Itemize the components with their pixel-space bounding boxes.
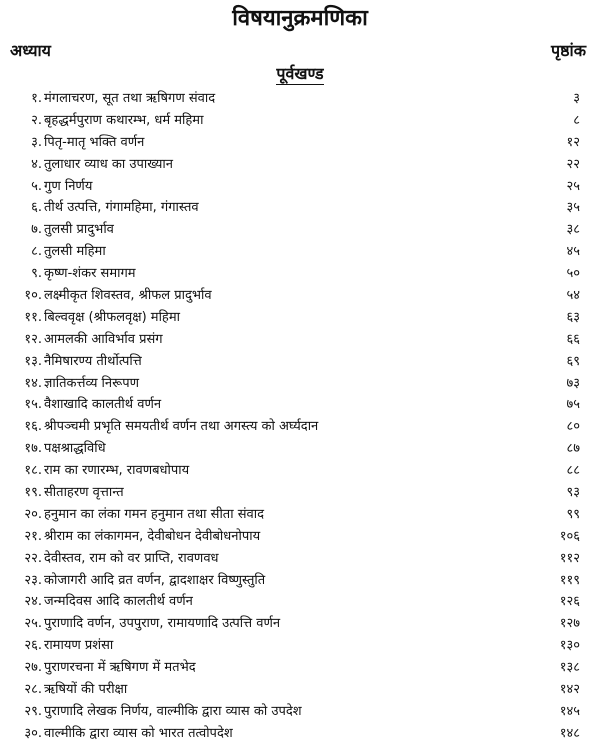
chapter-number: २५.	[24, 616, 42, 632]
page-number: ८७	[566, 441, 580, 457]
page-number: ११९	[559, 572, 580, 588]
toc-entry	[0, 241, 600, 263]
chapter-number: २०.	[24, 506, 42, 522]
chapter-title: मंगलाचरण, सूत तथा ऋषिगण संवाद	[44, 91, 216, 106]
toc-entry	[0, 351, 600, 373]
page-number: ९३	[566, 485, 580, 501]
toc-entry	[0, 460, 600, 482]
chapter-number: १.	[31, 91, 42, 106]
chapter-title: ऋषियों की परीक्षा	[44, 682, 128, 698]
toc-entry	[0, 657, 600, 679]
toc-entry	[0, 307, 600, 329]
chapter-number: ८.	[31, 244, 42, 260]
chapter-title: राम का रणारम्भ, रावणबधोपाय	[44, 463, 190, 479]
chapter-number: २३.	[24, 572, 42, 588]
page-number: ११२	[559, 550, 580, 566]
page-number: १४८	[559, 725, 580, 741]
page-column-header: पृष्ठांक	[551, 41, 586, 60]
toc-entry	[0, 197, 600, 219]
chapter-number: २७.	[24, 660, 42, 676]
chapter-title: तुलाधार व्याध का उपाख्यान	[44, 156, 173, 172]
toc-entry	[0, 176, 600, 198]
page-number: १२	[566, 134, 580, 150]
chapter-number: १०.	[24, 288, 42, 304]
page-number: ६३	[566, 309, 580, 325]
page-number: ३	[573, 91, 580, 106]
chapter-number: १९.	[24, 485, 42, 501]
chapter-title: पुराणादि लेखक निर्णय, वाल्मीकि द्वारा व्यास को उपदेश	[44, 703, 302, 719]
chapter-title: गुण निर्णय	[44, 178, 93, 194]
page-number: १०६	[559, 528, 580, 544]
page-number: २२	[566, 156, 580, 172]
toc-entry	[0, 285, 600, 307]
page-number: ७५	[566, 397, 580, 413]
toc-entry	[0, 701, 600, 723]
toc-entry	[0, 526, 600, 548]
chapter-title: ज्ञातिकर्त्तव्य निरूपण	[44, 375, 140, 391]
chapter-number: ३०.	[24, 725, 42, 741]
chapter-number: १३.	[24, 353, 42, 369]
chapter-title: लक्ष्मीकृत शिवस्तव, श्रीफल प्रादुर्भाव	[44, 288, 212, 304]
chapter-number: १२.	[24, 331, 42, 347]
chapter-title: तुलसी महिमा	[44, 244, 106, 260]
chapter-number: २४.	[24, 594, 42, 610]
chapter-number: २.	[31, 112, 42, 128]
chapter-number: ११.	[24, 309, 42, 325]
chapter-title: तीर्थ उत्पत्ति, गंगामहिमा, गंगास्तव	[44, 200, 199, 216]
page-number: ८०	[566, 419, 580, 435]
chapter-number: २१.	[24, 528, 42, 544]
toc-entry	[0, 329, 600, 351]
chapter-number: १५.	[24, 397, 42, 413]
page-number: १३८	[559, 660, 580, 676]
chapter-title: कोजागरी आदि व्रत वर्णन, द्वादशाक्षर विष्णुस्तुति	[44, 572, 266, 588]
chapter-number: ३.	[31, 134, 42, 150]
chapter-title: वाल्मीकि द्वारा व्यास को भारत तत्वोपदेश	[44, 725, 233, 741]
chapter-number: २२.	[24, 550, 42, 566]
chapter-title: रामायण प्रशंसा	[44, 638, 114, 654]
toc-entry	[0, 482, 600, 504]
chapter-number: ४.	[31, 156, 42, 172]
page-number: १२६	[559, 594, 580, 610]
page-number: ८८	[566, 463, 580, 479]
chapter-title: आमलकी आविर्भाव प्रसंग	[44, 331, 163, 347]
page-number: १२७	[559, 616, 580, 632]
chapter-title: देवीस्तव, राम को वर प्राप्ति, रावणवध	[44, 550, 219, 566]
page-number: १३०	[559, 638, 580, 654]
chapter-number: ७.	[31, 222, 42, 238]
page-number: ३५	[566, 200, 580, 216]
chapter-number: १६.	[24, 419, 42, 435]
chapter-title: कृष्ण-शंकर समागम	[44, 266, 136, 282]
toc-entry	[0, 219, 600, 241]
toc-entry	[0, 723, 600, 745]
chapter-title: वैशाखादि कालतीर्थ वर्णन	[44, 397, 162, 413]
page-number: ४५	[566, 244, 580, 260]
chapter-number: २९.	[24, 703, 42, 719]
toc-entry	[0, 570, 600, 592]
toc-entry	[0, 263, 600, 285]
chapter-title: हनुमान का लंका गमन हनुमान तथा सीता संवाद	[44, 506, 265, 522]
chapter-number: २६.	[24, 638, 42, 654]
chapter-title: पुराणरचना में ऋषिगण में मतभेद	[44, 660, 196, 676]
page-number: ८	[573, 112, 580, 128]
toc-entry	[0, 635, 600, 657]
toc-entry	[0, 591, 600, 613]
chapter-number: ९.	[31, 266, 42, 282]
chapter-title: नैमिषारण्य तीर्थोत्पत्ति	[44, 353, 142, 369]
chapter-title: जन्मदिवस आदि कालतीर्थ वर्णन	[44, 594, 193, 610]
chapter-number: १८.	[24, 463, 42, 479]
toc-entry	[0, 438, 600, 460]
toc-entry	[0, 416, 600, 438]
chapter-title: बृहद्धर्मपुराण कथारम्भ, धर्म महिमा	[44, 112, 204, 128]
chapter-title: तुलसी प्रादुर्भाव	[44, 222, 114, 238]
page-number: ५४	[566, 288, 580, 304]
chapter-title: सीताहरण वृत्तान्त	[44, 485, 124, 501]
toc-list	[0, 88, 600, 745]
page-number: २५	[566, 178, 580, 194]
chapter-number: ६.	[31, 200, 42, 216]
toc-entry	[0, 679, 600, 701]
section-heading	[0, 63, 600, 85]
chapter-number: ५.	[31, 178, 42, 194]
section-heading-text: पूर्वखण्ड	[276, 64, 324, 83]
chapter-number: २८.	[24, 682, 42, 698]
chapter-number: १७.	[24, 441, 42, 457]
chapter-title: बिल्ववृक्ष (श्रीफलवृक्ष) महिमा	[44, 309, 180, 325]
toc-entry	[0, 373, 600, 395]
chapter-title: पुराणादि वर्णन, उपपुराण, रामायणादि उत्पत्ति वर्णन	[44, 616, 281, 632]
toc-entry	[0, 132, 600, 154]
toc-entry	[0, 154, 600, 176]
page-number: ६६	[566, 331, 580, 347]
toc-entry	[0, 110, 600, 132]
chapter-title: पितृ-मातृ भक्ति वर्णन	[44, 134, 145, 150]
chapter-title: श्रीपञ्चमी प्रभृति समयतीर्थ वर्णन तथा अगस्त्य को अर्घ्यदान	[44, 419, 319, 435]
page-number: १४५	[559, 703, 580, 719]
page-number: ३८	[566, 222, 580, 238]
toc-entry	[0, 504, 600, 526]
page-number: १४२	[559, 682, 580, 698]
toc-entry	[0, 613, 600, 635]
page-number: ७३	[566, 375, 580, 391]
page-number: ६९	[566, 353, 580, 369]
toc-entry	[0, 394, 600, 416]
toc-entry	[0, 88, 600, 110]
page-title: विषयानुक्रमणिका	[232, 6, 368, 31]
chapter-title: श्रीराम का लंकागमन, देवीबोधन देवीबोधनोपाय	[44, 528, 261, 544]
chapter-column-header: अध्याय	[10, 41, 51, 60]
chapter-number: १४.	[24, 375, 42, 391]
toc-entry	[0, 548, 600, 570]
chapter-title: पक्षश्राद्धविधि	[44, 441, 106, 457]
page-number: ९९	[566, 506, 580, 522]
page-number: ५०	[566, 266, 580, 282]
